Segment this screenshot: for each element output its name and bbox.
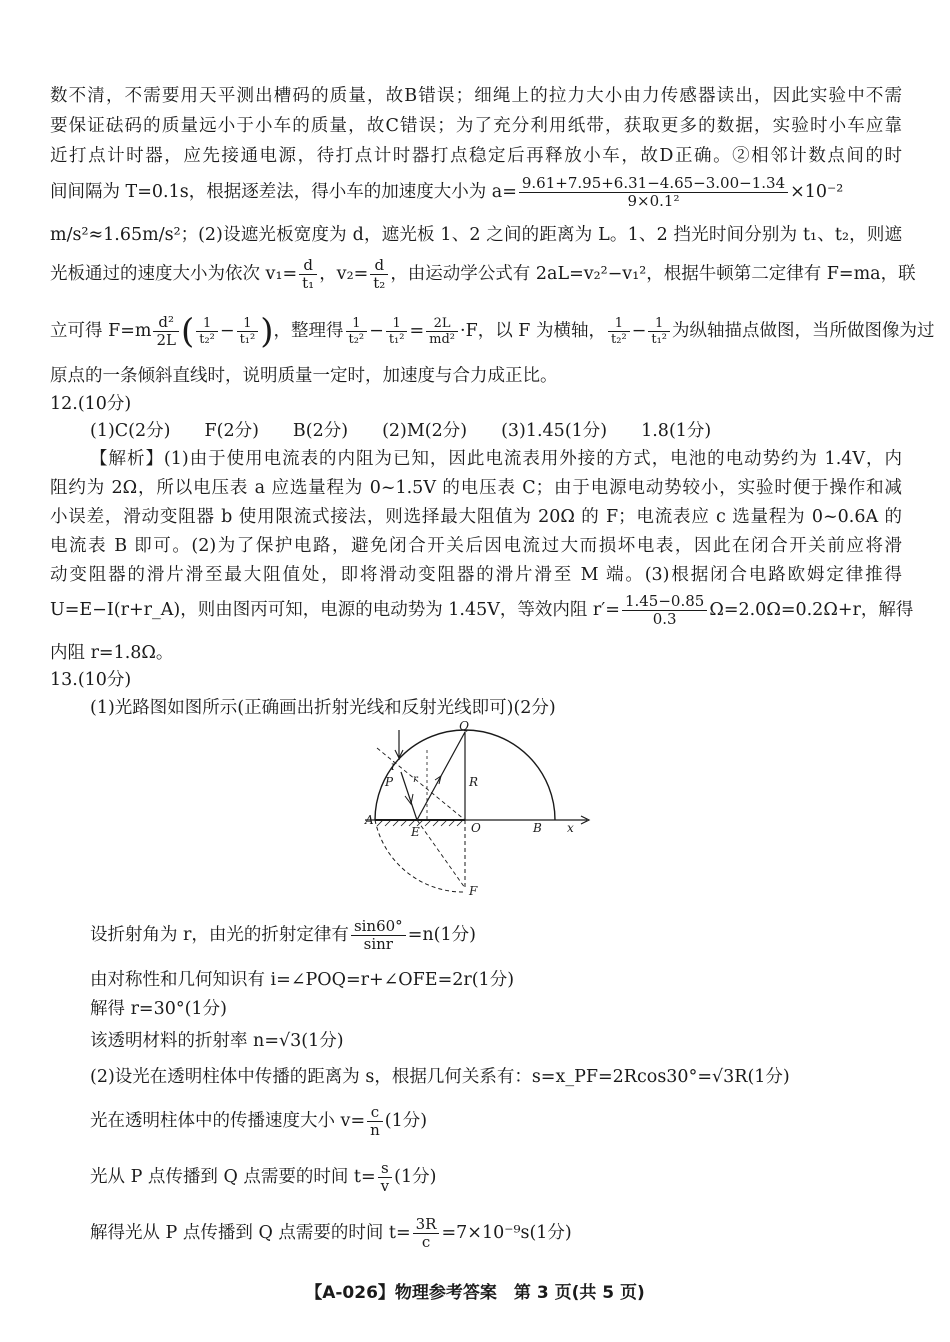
- t2sq-b: t₂²: [348, 332, 365, 347]
- q13-step1: (1)光路图如图所示(正确画出折射光线和反射光线即可)(2分): [90, 698, 556, 718]
- time-denominator: v: [380, 1177, 390, 1195]
- one-d: 1: [386, 316, 408, 332]
- final-numerator: 3R: [413, 1216, 440, 1234]
- speed-text: 光在透明柱体中的传播速度大小 v=: [90, 1111, 366, 1131]
- q13-step2: [90, 912, 902, 958]
- q12-option: (1)C(2分): [90, 421, 171, 441]
- v2-numerator: d: [370, 257, 388, 275]
- q12-option: F(2分): [204, 421, 259, 441]
- para1-line1: 数不清，不需要用天平测出槽码的质量，故B错误；细绳上的拉力大小由力传感器读出，因此实验中不需: [50, 86, 902, 106]
- v2-fraction: [370, 257, 388, 292]
- accel-numerator: 9.61+7.95+6.31−4.65−3.00−1.34: [519, 175, 788, 193]
- inv-t1sq-fraction: [237, 316, 259, 347]
- inv-t2sq-fraction-2: [346, 316, 368, 347]
- close-paren: ): [260, 311, 274, 352]
- r-prime-fraction: [622, 593, 707, 628]
- label-Q: Q: [459, 719, 469, 733]
- label-F: F: [469, 884, 478, 898]
- d2-2L-fraction: [153, 314, 179, 349]
- one-f: 1: [648, 316, 670, 332]
- d2-numerator: d²: [153, 314, 179, 332]
- label-r: r: [413, 774, 418, 785]
- time-text: 光从 P 点传播到 Q 点需要的时间 t=: [90, 1167, 376, 1187]
- reflected-arrow: [435, 776, 441, 784]
- speed-numerator: c: [367, 1104, 383, 1122]
- inv-t2sq-fraction: [196, 316, 218, 347]
- label-O: O: [471, 821, 481, 835]
- snell-numerator: sin60°: [351, 918, 406, 936]
- r-prime-denominator: 0.3: [652, 610, 677, 628]
- q12-option: (3)1.45(1分): [501, 421, 608, 441]
- inv-t1sq-fraction-2: [386, 316, 408, 347]
- time-numerator: s: [378, 1160, 392, 1178]
- final-result: =7×10⁻⁹s(1分): [441, 1223, 572, 1243]
- para1-line2: 要保证砝码的质量远小于小车的质量，故C错误；为了充分利用纸带，获取更多的数据，实验时小车应靠: [50, 116, 902, 136]
- para1-line8: 原点的一条倾斜直线时，说明质量一定时，加速度与合力成正比。: [50, 366, 558, 386]
- time-score: (1分): [394, 1167, 437, 1187]
- para1-line6: [50, 252, 916, 296]
- t2sq-c: t₂²: [611, 332, 627, 347]
- one-b: 1: [237, 316, 259, 332]
- resistance-text: Ω=2.0Ω=0.2Ω+r，解得: [709, 600, 914, 620]
- one-e: 1: [608, 316, 630, 332]
- label-B: B: [533, 821, 542, 835]
- v1-denominator: t₁: [302, 274, 315, 292]
- q12-analysis-4: 电流表 B 即可。(2)为了保护电路，避免闭合开关后因电流过大而损坏电表，因此在闭合开关前应将滑: [50, 536, 902, 556]
- snell-denominator: sinr: [363, 935, 393, 953]
- q12-option: B(2分): [292, 421, 349, 441]
- time-fraction: [378, 1160, 392, 1195]
- axis-text: ·F，以 F 为横轴，: [460, 321, 607, 341]
- v2-denominator: t₂: [373, 274, 386, 292]
- v1-numerator: d: [299, 257, 317, 275]
- accel-exponent: ×10⁻²: [790, 182, 844, 202]
- q12-analysis-2: 阻约为 2Ω，所以电压表 a 应选量程为 0~1.5V 的电压表 C；由于电源电动势较小，实验时便于操作和减: [50, 478, 902, 498]
- q12-analysis-6: [50, 588, 914, 632]
- 2L-denominator: 2L: [156, 331, 176, 349]
- v1-fraction: [299, 257, 317, 292]
- accel-fraction: [519, 175, 788, 210]
- q12-analysis-5: 动变阻器的滑片滑至最大阻值处，即将滑动变阻器的滑片滑至 M 端。(3)根据闭合电路欧姆定律推得: [50, 565, 902, 585]
- t2sq-a: t₂²: [199, 332, 215, 347]
- one-c: 1: [346, 316, 368, 332]
- newton-text: ，由运动学公式有 2aL=v₂²−v₁²，根据牛顿第二定律有 F=ma，联: [390, 264, 916, 284]
- 2L-md2-fraction: [426, 316, 458, 347]
- q12-option: 1.8(1分): [641, 421, 712, 441]
- q13-step6: (2)设光在透明柱体中传播的距离为 s，根据几何关系有：s=x_PF=2Rcos30°=√3R(1分): [90, 1067, 790, 1087]
- v1-text: 光板通过的速度大小为依次 v₁=: [50, 264, 298, 284]
- q13-header: 13.(10分): [50, 670, 132, 690]
- open-paren: (: [180, 311, 195, 352]
- q13-step8: [90, 1154, 902, 1200]
- t1sq-a: t₁²: [239, 332, 256, 347]
- label-i: i: [391, 759, 395, 773]
- q12-analysis-3: 小误差，滑动变阻器 b 使用限流式接法，则选择最大阻值为 20Ω 的 F；电流表应 c 选量程为 0~0.6A 的: [50, 507, 902, 527]
- t1sq-b: t₁²: [388, 332, 405, 347]
- q13-step7: [90, 1098, 902, 1144]
- speed-denominator: n: [370, 1121, 380, 1139]
- accel-text: 间间隔为 T=0.1s，根据逐差法，得小车的加速度大小为 a=: [50, 182, 517, 202]
- q12-header: 12.(10分): [50, 394, 132, 414]
- final-fraction: [413, 1216, 440, 1251]
- 2L-numerator: 2L: [426, 316, 458, 332]
- para1-line7: 立可得 F=m $\frac{\text{d²}}{2L}$ ( $\frac{1}{\text{t₂²}}$ − $\frac{1}{\text{t₁²}}$ )，整理得 $\frac{1}{\text{t₂²}}$ − $\frac{1}{\text{t₁²}}$ = $\frac{2L}{\text{md²}}$ ·F，以 F 为横轴， $\frac{1}{\text{t₂²}}$ − $\frac{1}{\text{t₁²}}$ 为纵轴描点做图，当所做图像为过: [50, 311, 935, 352]
- md2-denominator: md²: [429, 332, 456, 347]
- t1sq-c: t₁²: [651, 332, 667, 347]
- q12-analysis-1: 【解析】(1)由于使用电流表的内阻为已知，因此电流表用外接的方式，电池的电动势约为 1.4V，内: [90, 449, 902, 469]
- para1-line3: 近打点计时器，应先接通电源，待打点计时器打点稳定后再释放小车，故D正确。②相邻计数点间的时: [50, 146, 902, 166]
- snell-text: 设折射角为 r，由光的折射定律有: [90, 925, 349, 945]
- rearrange-text: ，整理得: [273, 321, 344, 341]
- one-a: 1: [196, 316, 218, 332]
- q13-step4: 解得 r=30°(1分): [90, 999, 227, 1019]
- equals-sign: =: [409, 321, 425, 341]
- label-E: E: [411, 825, 420, 839]
- q12-option: (2)M(2分): [382, 421, 468, 441]
- accel-denominator: 9×0.1²: [627, 192, 680, 210]
- para1-line4: [50, 172, 902, 212]
- final-text: 解得光从 P 点传播到 Q 点需要的时间 t=: [90, 1223, 411, 1243]
- dashed-EF: [417, 820, 465, 888]
- final-denominator: c: [421, 1233, 431, 1251]
- inv-t1sq-fraction-3: [648, 316, 670, 347]
- force-text: 立可得 F=m: [50, 321, 152, 341]
- q13-step5: 该透明材料的折射率 n=√3(1分): [90, 1031, 344, 1051]
- label-R: R: [469, 775, 479, 789]
- snell-result: =n(1分): [407, 925, 476, 945]
- q12-options: [90, 418, 902, 444]
- label-A: A: [365, 813, 374, 827]
- graph-text: 为纵轴描点做图，当所做图像为过: [672, 321, 935, 341]
- v2-text: ，v₂=: [319, 264, 369, 284]
- label-P: P: [385, 775, 394, 789]
- para1-line5: m/s²≈1.65m/s²；(2)设遮光板宽度为 d，遮光板 1、2 之间的距离为 L。1、2 挡光时间分别为 t₁、t₂，则遮: [50, 225, 902, 245]
- q13-step3: 由对称性和几何知识有 i=∠POQ=r+∠OFE=2r(1分): [90, 970, 515, 990]
- dashed-arc: [375, 820, 465, 892]
- inv-t2sq-fraction-3: [608, 316, 630, 347]
- speed-fraction: [367, 1104, 383, 1139]
- label-x: x: [567, 821, 574, 835]
- light-path-figure: [355, 719, 595, 898]
- speed-score: (1分): [384, 1111, 428, 1131]
- r-prime-numerator: 1.45−0.85: [622, 593, 707, 611]
- snell-fraction: [351, 918, 406, 953]
- q12-analysis-7: 内阻 r=1.8Ω。: [50, 643, 174, 663]
- page-footer: 【A-026】物理参考答案 第 3 页(共 5 页): [305, 1283, 645, 1303]
- figure-labels: [364, 719, 574, 898]
- ohm-text: U=E−I(r+r_A)，则由图丙可知，电源的电动势为 1.45V，等效内阻 r′=: [50, 600, 620, 620]
- q13-step9: [90, 1210, 902, 1256]
